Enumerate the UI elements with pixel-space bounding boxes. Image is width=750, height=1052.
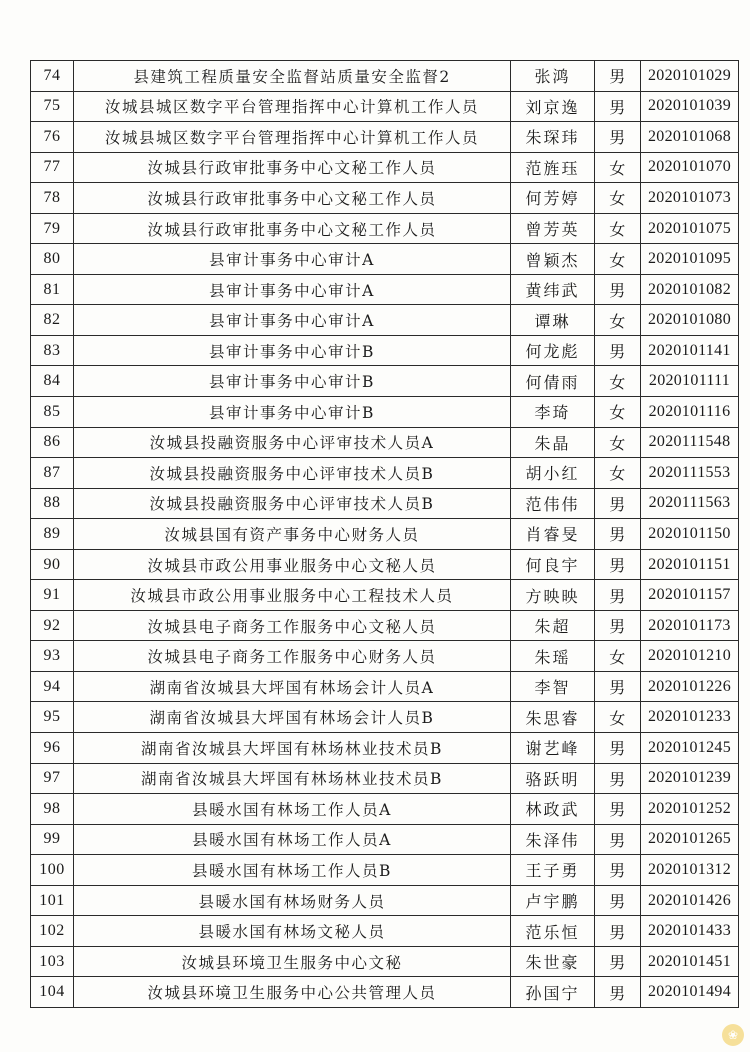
- exam-id-cell: 2020101312: [641, 855, 739, 886]
- table-row: [31, 244, 739, 275]
- gender-cell: 男: [595, 335, 641, 366]
- row-number-cell: 95: [31, 702, 74, 733]
- gender-cell: 男: [595, 519, 641, 550]
- candidate-name-cell: 胡小红: [511, 458, 595, 489]
- gender-cell: 男: [595, 122, 641, 153]
- candidate-name-cell: 朱琛玮: [511, 122, 595, 153]
- candidate-name-cell: 范伟伟: [511, 488, 595, 519]
- exam-id-cell: 2020101173: [641, 610, 739, 641]
- candidate-name-cell: 方映映: [511, 580, 595, 611]
- row-number-cell: 96: [31, 733, 74, 764]
- table-row: [31, 274, 739, 305]
- row-number-cell: 78: [31, 183, 74, 214]
- exam-id-cell: 2020101226: [641, 671, 739, 702]
- position-cell: 汝城县投融资服务中心评审技术人员B: [74, 488, 511, 519]
- table-row: [31, 519, 739, 550]
- position-cell: 湖南省汝城县大坪国有林场林业技术员B: [74, 763, 511, 794]
- gender-cell: 男: [595, 824, 641, 855]
- position-cell: 汝城县城区数字平台管理指挥中心计算机工作人员: [74, 122, 511, 153]
- exam-id-cell: 2020101451: [641, 946, 739, 977]
- table-row: [31, 488, 739, 519]
- position-cell: 县审计事务中心审计B: [74, 366, 511, 397]
- candidate-name-cell: 谢艺峰: [511, 733, 595, 764]
- gender-cell: 男: [595, 61, 641, 92]
- gender-cell: 男: [595, 916, 641, 947]
- gender-cell: 男: [595, 580, 641, 611]
- table-row: [31, 549, 739, 580]
- candidate-name-cell: 朱超: [511, 610, 595, 641]
- candidate-name-cell: 何龙彪: [511, 335, 595, 366]
- table-row: [31, 916, 739, 947]
- exam-id-cell: 2020101239: [641, 763, 739, 794]
- position-cell: 县暖水国有林场工作人员B: [74, 855, 511, 886]
- gender-cell: 男: [595, 763, 641, 794]
- candidate-name-cell: 肖睿旻: [511, 519, 595, 550]
- candidate-name-cell: 张鸿: [511, 61, 595, 92]
- row-number-cell: 91: [31, 580, 74, 611]
- position-cell: 汝城县电子商务工作服务中心财务人员: [74, 641, 511, 672]
- exam-id-cell: 2020101433: [641, 916, 739, 947]
- gender-cell: 男: [595, 549, 641, 580]
- row-number-cell: 79: [31, 213, 74, 244]
- row-number-cell: 81: [31, 274, 74, 305]
- table-row: [31, 61, 739, 92]
- gender-cell: 女: [595, 397, 641, 428]
- candidate-name-cell: 李琦: [511, 397, 595, 428]
- candidate-name-cell: 骆跃明: [511, 763, 595, 794]
- exam-id-cell: 2020111553: [641, 458, 739, 489]
- exam-id-cell: 2020101111: [641, 366, 739, 397]
- candidate-name-cell: 范旌珏: [511, 152, 595, 183]
- row-number-cell: 93: [31, 641, 74, 672]
- exam-id-cell: 2020101265: [641, 824, 739, 855]
- exam-id-cell: 2020101245: [641, 733, 739, 764]
- position-cell: 汝城县环境卫生服务中心公共管理人员: [74, 977, 511, 1008]
- table-row: [31, 427, 739, 458]
- table-row: [31, 152, 739, 183]
- exam-id-cell: 2020101075: [641, 213, 739, 244]
- gender-cell: 男: [595, 733, 641, 764]
- table-row: [31, 610, 739, 641]
- row-number-cell: 82: [31, 305, 74, 336]
- table-row: [31, 305, 739, 336]
- exam-id-cell: 2020101029: [641, 61, 739, 92]
- exam-id-cell: 2020101252: [641, 794, 739, 825]
- position-cell: 汝城县城区数字平台管理指挥中心计算机工作人员: [74, 91, 511, 122]
- position-cell: 县暖水国有林场工作人员A: [74, 824, 511, 855]
- gender-cell: 男: [595, 946, 641, 977]
- candidate-name-cell: 朱泽伟: [511, 824, 595, 855]
- table-row: [31, 702, 739, 733]
- exam-id-cell: 2020101080: [641, 305, 739, 336]
- table-row: [31, 763, 739, 794]
- row-number-cell: 80: [31, 244, 74, 275]
- table-row: [31, 122, 739, 153]
- position-cell: 汝城县国有资产事务中心财务人员: [74, 519, 511, 550]
- row-number-cell: 85: [31, 397, 74, 428]
- candidate-name-cell: 林政武: [511, 794, 595, 825]
- candidate-name-cell: 朱世豪: [511, 946, 595, 977]
- candidate-name-cell: 范乐恒: [511, 916, 595, 947]
- position-cell: 汝城县环境卫生服务中心文秘: [74, 946, 511, 977]
- table-row: [31, 213, 739, 244]
- position-cell: 汝城县行政审批事务中心文秘工作人员: [74, 213, 511, 244]
- row-number-cell: 102: [31, 916, 74, 947]
- results-table: [30, 60, 739, 1008]
- table-row: [31, 366, 739, 397]
- position-cell: 汝城县投融资服务中心评审技术人员B: [74, 458, 511, 489]
- position-cell: 湖南省汝城县大坪国有林场会计人员A: [74, 671, 511, 702]
- exam-id-cell: 2020111563: [641, 488, 739, 519]
- row-number-cell: 75: [31, 91, 74, 122]
- exam-id-cell: 2020101210: [641, 641, 739, 672]
- row-number-cell: 98: [31, 794, 74, 825]
- row-number-cell: 101: [31, 885, 74, 916]
- position-cell: 县审计事务中心审计B: [74, 397, 511, 428]
- row-number-cell: 76: [31, 122, 74, 153]
- position-cell: 汝城县市政公用事业服务中心文秘人员: [74, 549, 511, 580]
- exam-id-cell: 2020101095: [641, 244, 739, 275]
- position-cell: 县审计事务中心审计A: [74, 274, 511, 305]
- table-row: [31, 946, 739, 977]
- gender-cell: 男: [595, 977, 641, 1008]
- gender-cell: 女: [595, 244, 641, 275]
- gender-cell: 女: [595, 213, 641, 244]
- gender-cell: 女: [595, 458, 641, 489]
- candidate-name-cell: 朱瑶: [511, 641, 595, 672]
- row-number-cell: 77: [31, 152, 74, 183]
- gender-cell: 女: [595, 366, 641, 397]
- lotus-logo-icon: ❀: [722, 1024, 744, 1046]
- gender-cell: 女: [595, 641, 641, 672]
- position-cell: 汝城县市政公用事业服务中心工程技术人员: [74, 580, 511, 611]
- candidate-name-cell: 王子勇: [511, 855, 595, 886]
- gender-cell: 男: [595, 671, 641, 702]
- table-row: [31, 977, 739, 1008]
- candidate-name-cell: 刘京逸: [511, 91, 595, 122]
- gender-cell: 男: [595, 274, 641, 305]
- gender-cell: 男: [595, 91, 641, 122]
- position-cell: 县暖水国有林场财务人员: [74, 885, 511, 916]
- position-cell: 湖南省汝城县大坪国有林场会计人员B: [74, 702, 511, 733]
- row-number-cell: 100: [31, 855, 74, 886]
- row-number-cell: 89: [31, 519, 74, 550]
- exam-id-cell: 2020101116: [641, 397, 739, 428]
- candidate-name-cell: 朱晶: [511, 427, 595, 458]
- row-number-cell: 74: [31, 61, 74, 92]
- candidate-name-cell: 曾颖杰: [511, 244, 595, 275]
- position-cell: 汝城县行政审批事务中心文秘工作人员: [74, 183, 511, 214]
- table-row: [31, 580, 739, 611]
- exam-id-cell: 2020101068: [641, 122, 739, 153]
- candidate-name-cell: 朱思睿: [511, 702, 595, 733]
- gender-cell: 男: [595, 610, 641, 641]
- table-row: [31, 183, 739, 214]
- exam-id-cell: 2020101426: [641, 885, 739, 916]
- exam-id-cell: 2020101157: [641, 580, 739, 611]
- position-cell: 汝城县投融资服务中心评审技术人员A: [74, 427, 511, 458]
- document-sheet: [30, 60, 738, 1008]
- exam-id-cell: 2020101150: [641, 519, 739, 550]
- exam-id-cell: 2020101039: [641, 91, 739, 122]
- exam-id-cell: 2020101494: [641, 977, 739, 1008]
- table-row: [31, 794, 739, 825]
- gender-cell: 男: [595, 488, 641, 519]
- gender-cell: 女: [595, 305, 641, 336]
- gender-cell: 男: [595, 885, 641, 916]
- table-row: [31, 733, 739, 764]
- gender-cell: 女: [595, 152, 641, 183]
- position-cell: 县审计事务中心审计A: [74, 305, 511, 336]
- table-row: [31, 824, 739, 855]
- exam-id-cell: 2020101070: [641, 152, 739, 183]
- position-cell: 县审计事务中心审计A: [74, 244, 511, 275]
- table-row: [31, 671, 739, 702]
- row-number-cell: 84: [31, 366, 74, 397]
- candidate-name-cell: 曾芳英: [511, 213, 595, 244]
- table-row: [31, 885, 739, 916]
- row-number-cell: 83: [31, 335, 74, 366]
- position-cell: 汝城县电子商务工作服务中心文秘人员: [74, 610, 511, 641]
- table-row: [31, 855, 739, 886]
- position-cell: 湖南省汝城县大坪国有林场林业技术员B: [74, 733, 511, 764]
- table-row: [31, 458, 739, 489]
- row-number-cell: 103: [31, 946, 74, 977]
- candidate-name-cell: 李智: [511, 671, 595, 702]
- row-number-cell: 94: [31, 671, 74, 702]
- position-cell: 县审计事务中心审计B: [74, 335, 511, 366]
- candidate-name-cell: 孙国宁: [511, 977, 595, 1008]
- table-row: [31, 641, 739, 672]
- candidate-name-cell: 何倩雨: [511, 366, 595, 397]
- table-row: [31, 335, 739, 366]
- gender-cell: 男: [595, 855, 641, 886]
- row-number-cell: 90: [31, 549, 74, 580]
- table-row: [31, 397, 739, 428]
- results-table-body: [31, 61, 739, 1008]
- candidate-name-cell: 黄纬武: [511, 274, 595, 305]
- gender-cell: 女: [595, 427, 641, 458]
- gender-cell: 女: [595, 183, 641, 214]
- row-number-cell: 87: [31, 458, 74, 489]
- exam-id-cell: 2020101073: [641, 183, 739, 214]
- position-cell: 汝城县行政审批事务中心文秘工作人员: [74, 152, 511, 183]
- exam-id-cell: 2020101151: [641, 549, 739, 580]
- gender-cell: 男: [595, 794, 641, 825]
- row-number-cell: 104: [31, 977, 74, 1008]
- candidate-name-cell: 谭琳: [511, 305, 595, 336]
- gender-cell: 女: [595, 702, 641, 733]
- watermark: [722, 1024, 744, 1046]
- table-row: [31, 91, 739, 122]
- exam-id-cell: 2020111548: [641, 427, 739, 458]
- candidate-name-cell: 何良宇: [511, 549, 595, 580]
- row-number-cell: 92: [31, 610, 74, 641]
- row-number-cell: 86: [31, 427, 74, 458]
- candidate-name-cell: 何芳婷: [511, 183, 595, 214]
- exam-id-cell: 2020101233: [641, 702, 739, 733]
- exam-id-cell: 2020101141: [641, 335, 739, 366]
- row-number-cell: 97: [31, 763, 74, 794]
- row-number-cell: 99: [31, 824, 74, 855]
- exam-id-cell: 2020101082: [641, 274, 739, 305]
- position-cell: 县暖水国有林场文秘人员: [74, 916, 511, 947]
- candidate-name-cell: 卢宇鹏: [511, 885, 595, 916]
- position-cell: 县暖水国有林场工作人员A: [74, 794, 511, 825]
- row-number-cell: 88: [31, 488, 74, 519]
- position-cell: 县建筑工程质量安全监督站质量安全监督2: [74, 61, 511, 92]
